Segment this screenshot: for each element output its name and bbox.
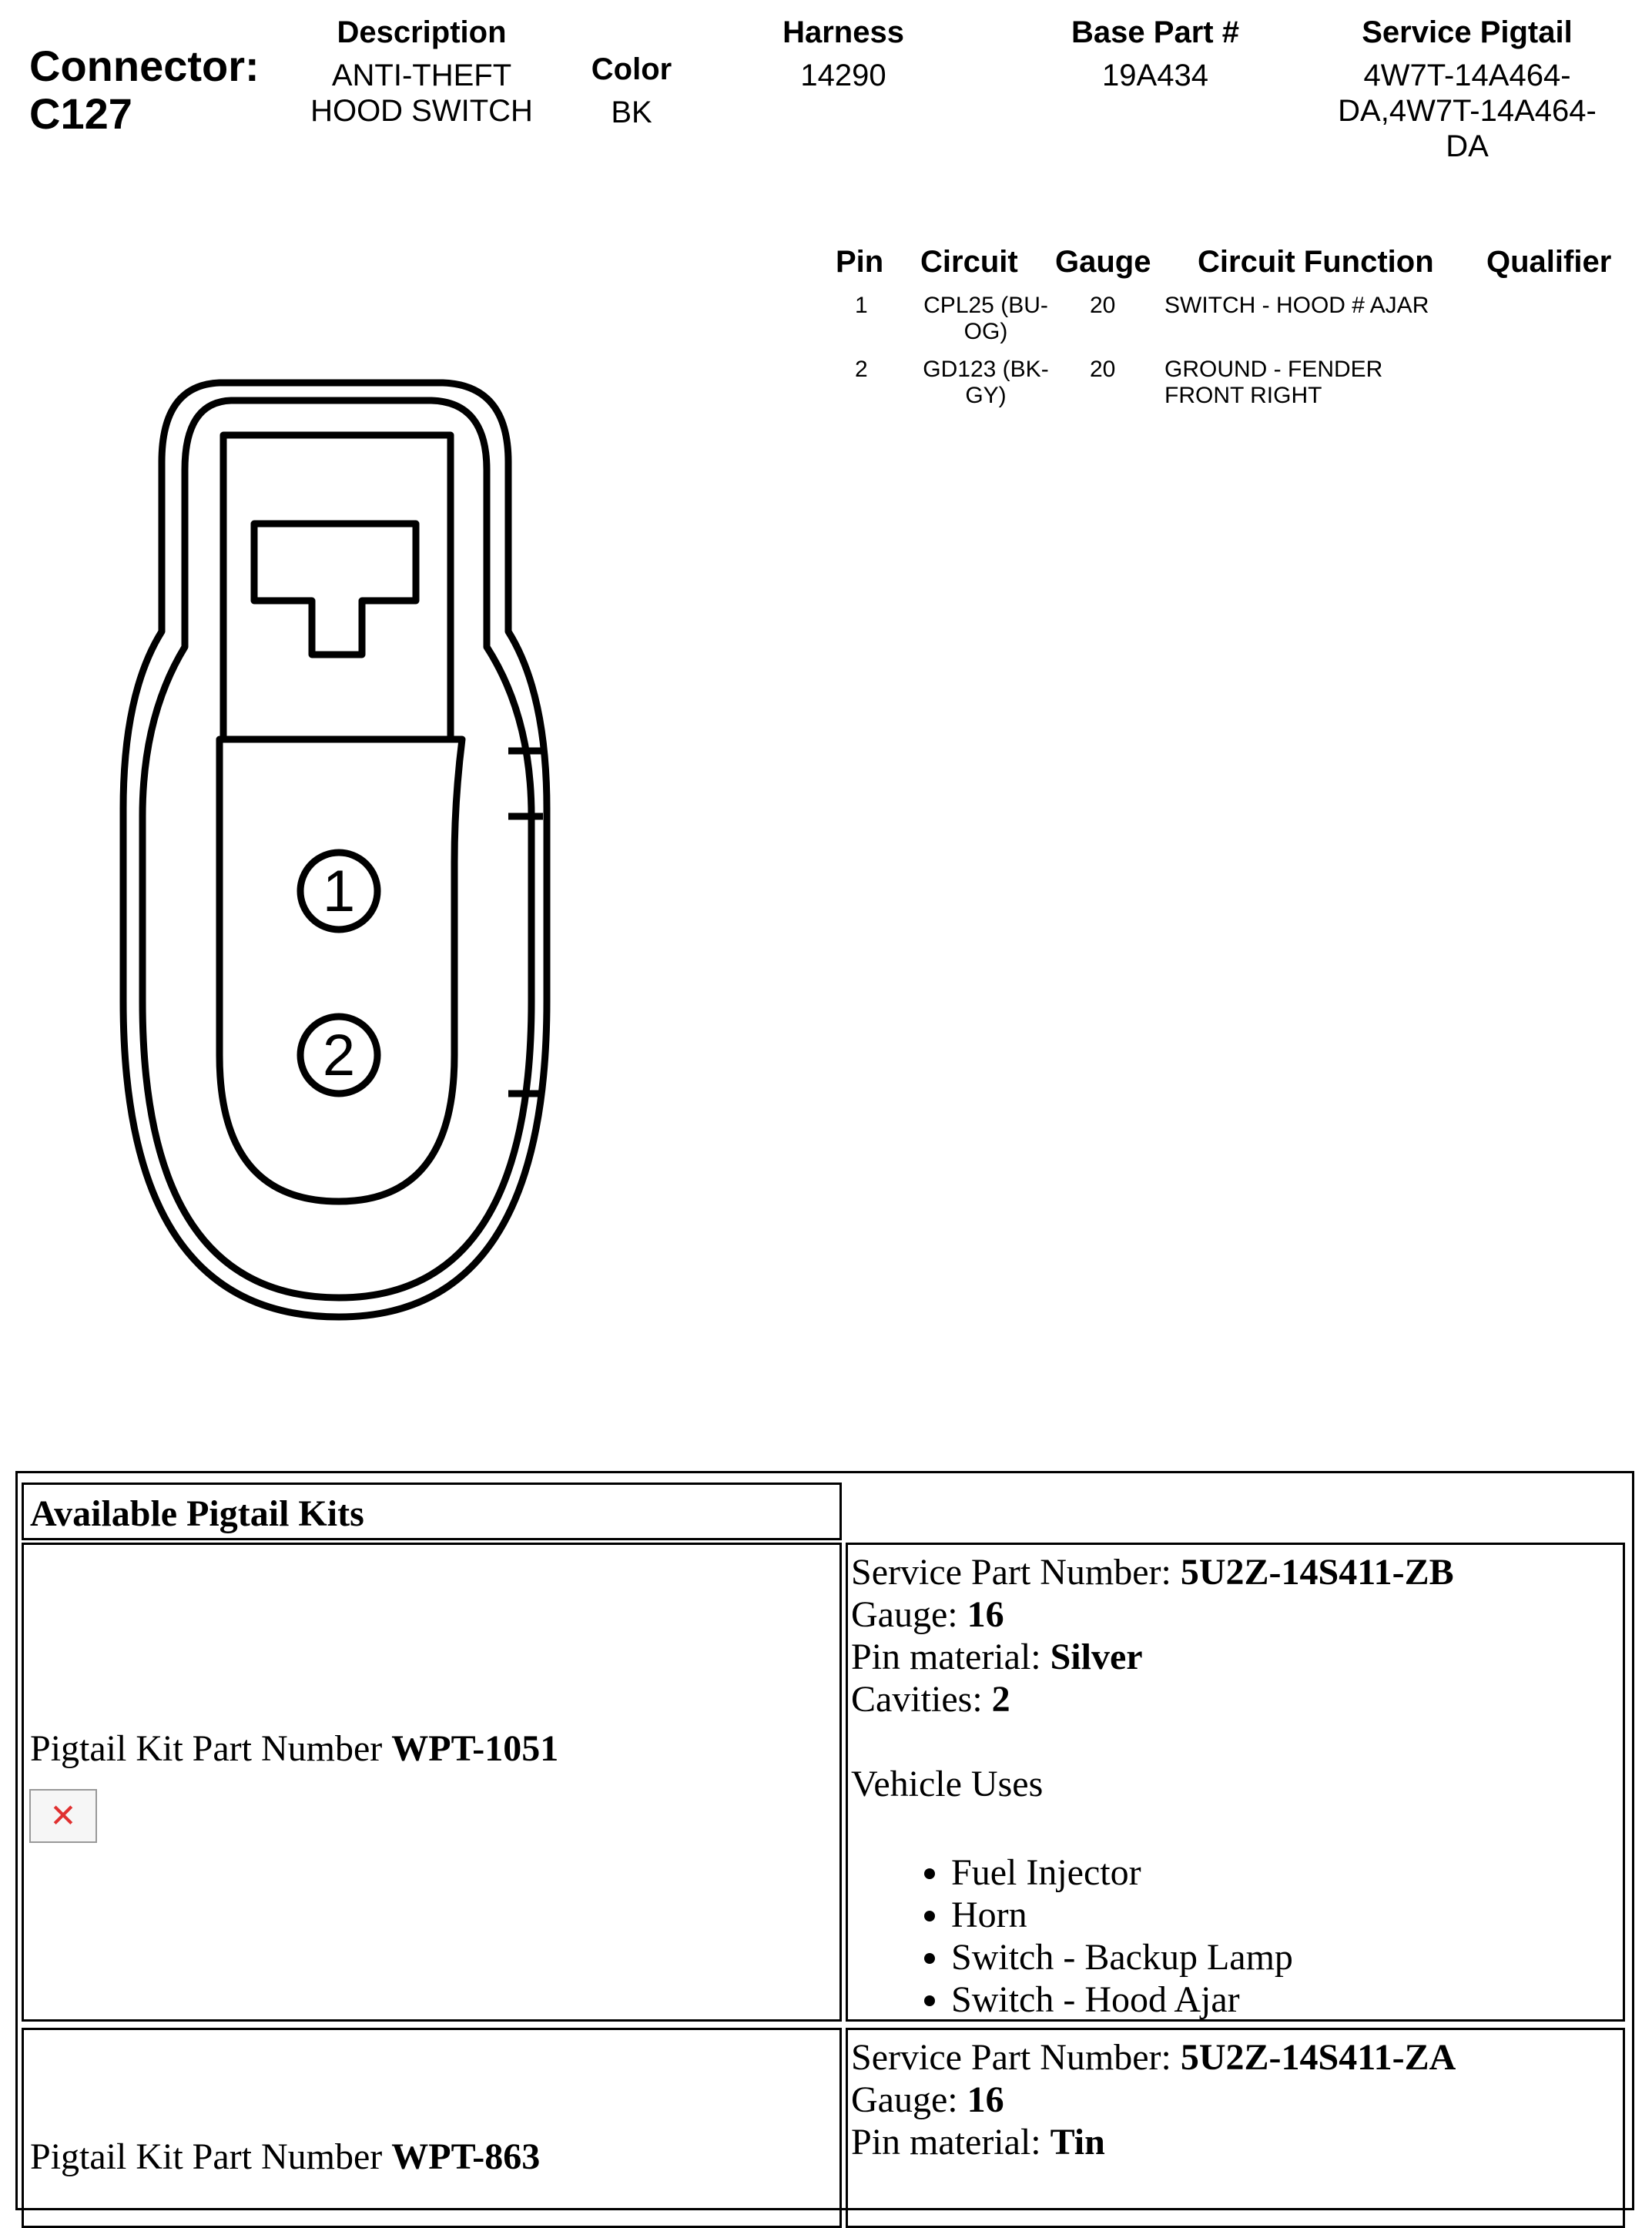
service-pigtail-value-line3: DA xyxy=(1446,129,1489,163)
pigtail-kits-title-cell xyxy=(22,1483,842,1540)
kit-2-left-cell xyxy=(22,2028,842,2228)
kit-1-pin-material-line xyxy=(851,1636,1621,1678)
table-row-2-circuit-line1: GD123 (BK- xyxy=(923,357,1049,382)
list-item: • Switch - Hood Ajar xyxy=(951,1978,1621,2021)
connector-terminal-cavity xyxy=(219,739,462,1201)
table-row-2-function-line1: GROUND - FENDER xyxy=(1164,357,1383,382)
pin-material-label: Pin material: xyxy=(851,2122,1051,2163)
service-part-label: Service Part Number: xyxy=(851,2037,1181,2078)
kit-1-part-number: WPT-1051 xyxy=(391,1728,559,1769)
pin-1-label: 1 xyxy=(322,859,356,924)
description-value-line2: HOOD SWITCH xyxy=(310,94,533,128)
harness-header: Harness xyxy=(782,15,904,49)
qualifier-col-header: Qualifier xyxy=(1486,245,1612,279)
connector-title xyxy=(29,42,260,138)
service-pigtail-column xyxy=(1309,15,1625,164)
kit-1-part-number-line xyxy=(30,1727,558,1770)
kit-2-right-cell xyxy=(846,2028,1625,2228)
kit-1-gauge-line xyxy=(851,1593,1621,1636)
kit-1-cavities-line xyxy=(851,1678,1621,1720)
kit-1-right-cell xyxy=(846,1543,1625,2022)
service-part-number: 5U2Z-14S411-ZA xyxy=(1180,2037,1456,2078)
pin-table xyxy=(824,245,1640,414)
broken-image-icon: ✕ xyxy=(29,1789,97,1843)
connector-face-diagram xyxy=(108,362,570,1332)
table-row-1-function xyxy=(1164,293,1429,319)
pin-col-header: Pin xyxy=(836,245,884,279)
description-column xyxy=(285,15,558,129)
pin-material-value: Silver xyxy=(1050,1637,1143,1677)
harness-value: 14290 xyxy=(800,59,886,92)
list-item: • Horn xyxy=(951,1894,1621,1936)
connector-inner-housing xyxy=(142,400,531,1298)
service-part-label: Service Part Number: xyxy=(851,1552,1181,1593)
kit-2-part-number-line xyxy=(30,2136,540,2178)
kit-2-service-part-line xyxy=(851,2036,1621,2079)
pin-material-label: Pin material: xyxy=(851,1637,1051,1677)
description-header: Description xyxy=(337,15,507,49)
table-row-2-function-line2: FRONT RIGHT xyxy=(1164,383,1322,408)
table-row-1-circuit xyxy=(901,293,1071,345)
base-part-value: 19A434 xyxy=(1102,59,1208,92)
cavities-label: Cavities: xyxy=(851,1679,992,1720)
kit-1-left-cell xyxy=(22,1543,842,2022)
table-row-1-circuit-line1: CPL25 (BU- xyxy=(923,293,1048,318)
service-pigtail-value-line1: 4W7T-14A464- xyxy=(1363,59,1571,92)
table-row-2-function xyxy=(1164,357,1382,409)
pigtail-kits-title: Available Pigtail Kits xyxy=(30,1493,364,1534)
kit-2-part-number: WPT-863 xyxy=(391,2136,541,2177)
kit-2-pin-material-line xyxy=(851,2121,1621,2163)
gauge-value: 16 xyxy=(967,1594,1004,1635)
connector-latch-inner xyxy=(254,524,416,655)
cavities-value: 2 xyxy=(991,1679,1010,1720)
vehicle-uses-heading: Vehicle Uses xyxy=(851,1764,1044,1804)
connector-id: C127 xyxy=(29,89,132,138)
table-row-1-pin: 1 xyxy=(855,293,868,318)
table-row-2-circuit xyxy=(901,357,1071,409)
service-pigtail-value-line2: DA,4W7T-14A464- xyxy=(1338,94,1597,128)
kit-1-service-part-line xyxy=(851,1551,1621,1593)
pin-2-label: 2 xyxy=(322,1023,356,1088)
description-value-line1: ANTI-THEFT xyxy=(331,59,512,92)
gauge-col-header: Gauge xyxy=(1055,245,1151,279)
base-part-column xyxy=(1032,15,1278,93)
harness-column xyxy=(739,15,947,93)
color-value: BK xyxy=(611,95,652,129)
kit-2-gauge-line xyxy=(851,2079,1621,2121)
list-item: • Fuel Injector xyxy=(951,1851,1621,1894)
service-pigtail-header: Service Pigtail xyxy=(1362,15,1573,49)
gauge-label: Gauge: xyxy=(851,2079,967,2120)
table-row-1-function-line1: SWITCH - HOOD # AJAR xyxy=(1164,293,1429,318)
gauge-value: 16 xyxy=(967,2079,1004,2120)
kit-1-part-label: Pigtail Kit Part Number xyxy=(30,1728,392,1769)
list-item: • Switch - Backup Lamp xyxy=(951,1936,1621,1978)
table-row-1-gauge: 20 xyxy=(1090,293,1116,318)
vehicle-uses-list xyxy=(851,1851,1621,2021)
table-row-2-gauge: 20 xyxy=(1090,357,1116,382)
table-row-2-pin: 2 xyxy=(855,357,868,382)
gauge-label: Gauge: xyxy=(851,1594,967,1635)
connector-label: Connector: xyxy=(29,42,260,90)
table-row-1-circuit-line2: OG) xyxy=(963,319,1008,344)
kit-2-details xyxy=(851,2036,1621,2163)
kit-1-details xyxy=(851,1551,1621,2021)
connector-side-rib xyxy=(508,751,543,1094)
kit-2-part-label: Pigtail Kit Part Number xyxy=(30,2136,392,2177)
pin-material-value: Tin xyxy=(1050,2122,1105,2163)
color-column xyxy=(562,52,701,130)
circuit-function-col-header: Circuit Function xyxy=(1198,245,1434,279)
base-part-header: Base Part # xyxy=(1071,15,1239,49)
circuit-col-header: Circuit xyxy=(920,245,1018,279)
table-row-2-circuit-line2: GY) xyxy=(965,383,1007,408)
color-header: Color xyxy=(591,52,672,86)
service-part-number: 5U2Z-14S411-ZB xyxy=(1180,1552,1454,1593)
